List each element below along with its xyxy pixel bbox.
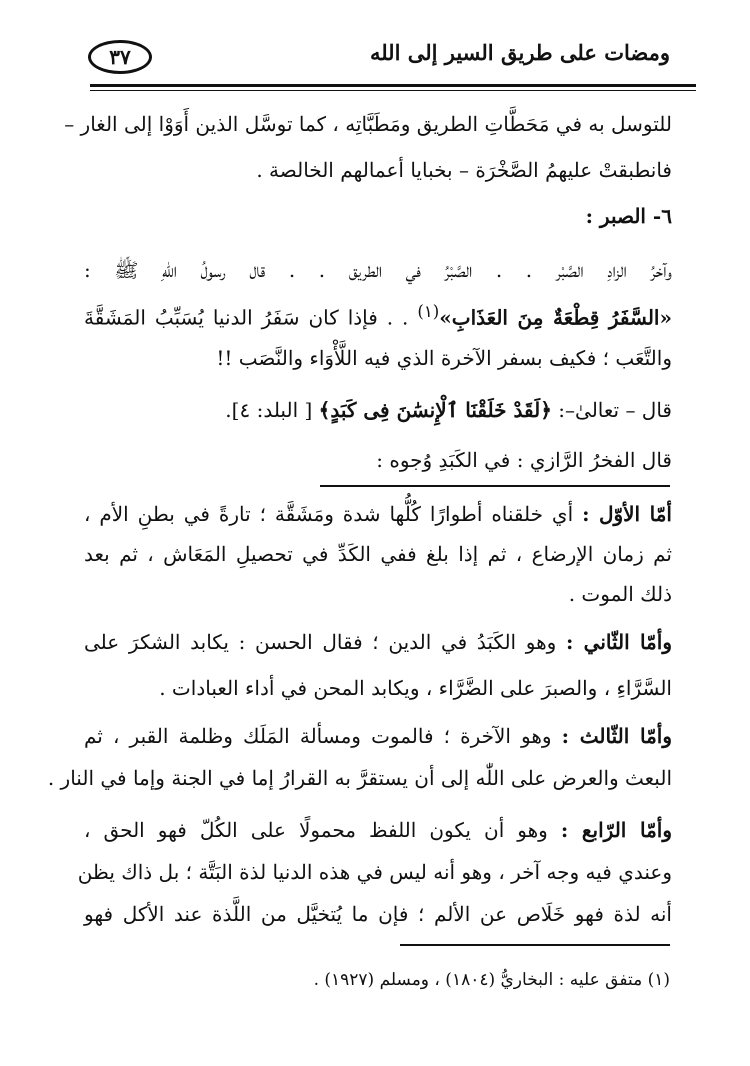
quote-underline — [320, 485, 670, 487]
text-run: وهو الكَبَدُ في الدين ؛ فقال الحسن : يكابد الشكرَ على — [84, 630, 566, 654]
verse-line — [225, 398, 672, 422]
text-line: وآخرُ الزادِ الصَّبْر . . الصَّبْرُ في الطريق . . قال رسولُ اللّٰهِ ﷺ : — [84, 258, 672, 282]
text-line: فانطبقتْ عليهمُ الصَّخْرَة – بخبايا أعمالهم الخالصة . — [256, 158, 672, 182]
header-rule-thick — [90, 84, 696, 87]
verse-reference: [ البلد: ٤]. — [225, 398, 319, 422]
point-label: وأمّا الرّابع : — [560, 818, 672, 842]
razi-quote-intro: قال الفخرُ الرَّازي : في الكَبَدِ وُجوه : — [376, 448, 672, 472]
footnote-ref: (١) — [417, 302, 440, 321]
text-line — [84, 502, 672, 526]
text-line: والتَّعَب ؛ فكيف بسفر الآخرة الذي فيه اللَّأْوَاء والنَّصَب !! — [216, 346, 672, 370]
text-run: وهو أن يكون اللفظ محمولًا على الكُلّ فهو الحق ، — [84, 818, 561, 842]
running-header-title: ومضات على طريق السير إلى الله — [369, 40, 670, 65]
point-label: وأمّا الثّاني : — [566, 630, 672, 654]
quran-verse: ﴿لَقَدْ خَلَقْنَا ٱلْإِنسَٰنَ فِى كَبَدٍ﴾ — [318, 398, 552, 422]
text-run: أي خلقناه أطوارًا كُلُّها شدة ومَشَقَّة ؛ تارةً في بطنِ الأم ، — [84, 502, 583, 526]
text-line: ثم زمان الإرضاع ، ثم إذا بلغ ففي الكَدِّ في تحصيلِ المَعَاش ، ثم بعد — [84, 542, 672, 566]
text-run: . . فإذا كان سَفَرُ الدنيا يُسَبِّبُ المَشَقَّةَ — [84, 305, 418, 330]
footnote-rule — [400, 944, 670, 946]
page-number: ٣٧ — [109, 45, 131, 69]
point-label: أمّا الأوّل : — [582, 502, 672, 526]
page-number-badge — [88, 40, 152, 74]
text-line — [84, 630, 672, 654]
text-line: أنه لذة فهو خَلَاص عن الألم ؛ فإن ما يُتخيَّل من اللَّذة عند الأكل فهو — [84, 902, 672, 926]
text-line — [84, 818, 672, 842]
text-line: البعث والعرض على اللّٰه إلى أن يستقرَّ به القرارُ إما في الجنة وإما في النار . — [47, 766, 672, 790]
text-run: وهو الآخرة ؛ فالموت ومسألة المَلَك وظلمة القبر ، ثم — [84, 724, 562, 748]
point-label: وأمّا الثّالث : — [561, 724, 672, 748]
text-line: وعندي فيه وجه آخر ، وهو أنه ليس في هذه الدنيا لذة البَتَّة ؛ بل ذاك يظن — [77, 860, 672, 884]
verse-lead: قال – تعالىٰ–: — [551, 398, 672, 422]
text-line: السَّرَّاءِ ، والصبرَ على الضَّرَّاء ، ويكابد المحن في أداء العبادات . — [159, 676, 672, 700]
hadith-quote: «السَّفَرُ قِطْعَةٌ مِنَ العَذَابِ» — [439, 305, 672, 330]
text-line: ذلك الموت . — [568, 582, 672, 606]
section-heading: ٦- الصبر : — [585, 204, 672, 228]
text-line — [84, 724, 672, 748]
text-line-with-hadith — [84, 302, 672, 330]
footnote: (١) متفق عليه : البخاريُّ (١٨٠٤) ، ومسلم (١٩٢٧) . — [313, 970, 670, 990]
text-line: للتوسل به في مَحَطَّاتِ الطريق ومَطَبَّاتِه ، كما توسَّل الذين أَوَوْا إلى الغار – — [64, 112, 672, 136]
header-rule-thin — [90, 90, 696, 91]
